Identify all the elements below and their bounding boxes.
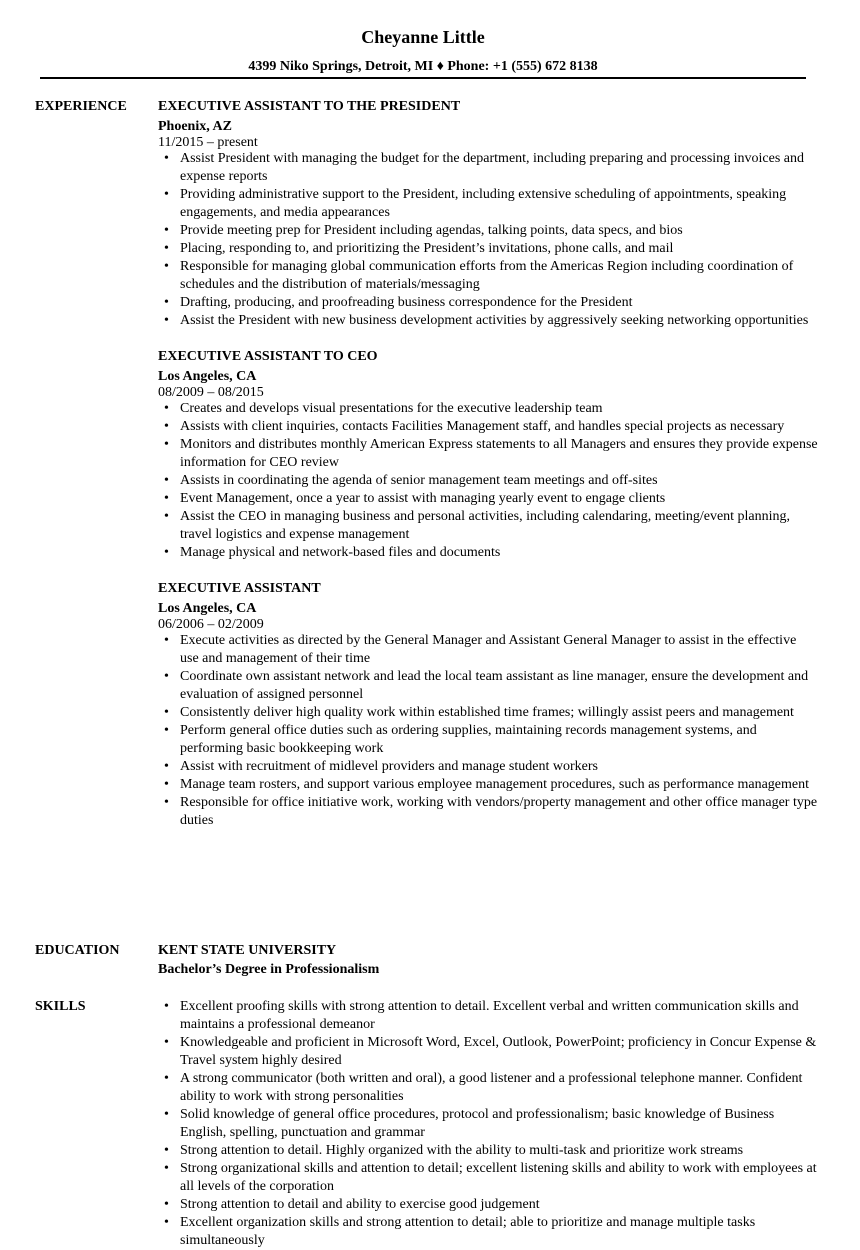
list-item: • Excellent proofing skills with strong attention to detail. Excellent verbal and written communication skills and maintains a professional demeanor [158,998,818,1034]
list-item: • Consistently deliver high quality work within established time frames; willingly assist peers and management [158,704,818,722]
job-location: Los Angeles, CA [158,601,257,616]
skills-bullets [158,998,818,1250]
contact-line: 4399 Niko Springs, Detroit, MI ♦ Phone: +1 (555) 672 8138 [248,59,598,74]
list-item: • Execute activities as directed by the General Manager and Assistant General Manager to assist in the effective use and management of their time [158,632,818,668]
job-dates: 11/2015 – present [158,135,258,150]
job-title: EXECUTIVE ASSISTANT TO CEO [158,349,378,364]
list-item: • Creates and develops visual presentations for the executive leadership team [158,400,818,418]
job-bullets [158,632,818,830]
list-item: • A strong communicator (both written and oral), a good listener and a professional telephone manner. Confident ability to work with strong personalities [158,1070,818,1106]
experience-body [158,98,818,848]
list-item: • Strong attention to detail and ability to exercise good judgement [158,1196,818,1214]
list-item: • Strong organizational skills and attention to detail; excellent listening skills and ability to work with employees at all levels of the corporation [158,1160,818,1196]
candidate-name: Cheyanne Little [361,27,485,47]
list-item: • Drafting, producing, and proofreading business correspondence for the President [158,294,818,312]
job-dates: 06/2006 – 02/2009 [158,617,264,632]
list-item: • Manage team rosters, and support various employee management procedures, such as performance management [158,776,818,794]
list-item: • Responsible for office initiative work, working with vendors/property management and other office manager type duties [158,794,818,830]
list-item: • Perform general office duties such as ordering supplies, maintaining records management systems, and performing basic bookkeeping work [158,722,818,758]
job-entry [158,98,818,330]
job-title: EXECUTIVE ASSISTANT TO THE PRESIDENT [158,99,461,114]
list-item: • Assists with client inquiries, contacts Facilities Management staff, and handles special projects as necessary [158,418,818,436]
list-item: • Provide meeting prep for President including agendas, talking points, data specs, and bios [158,222,818,240]
education-label: EDUCATION [35,943,120,958]
list-item: • Solid knowledge of general office procedures, protocol and professionalism; basic knowledge of Business English, spelling, punctuation and grammar [158,1106,818,1142]
education-body [158,942,818,980]
list-item: • Manage physical and network-based files and documents [158,544,818,562]
header-divider [40,77,806,79]
job-location: Phoenix, AZ [158,119,232,134]
list-item: • Assist with recruitment of midlevel providers and manage student workers [158,758,818,776]
list-item: • Excellent organization skills and strong attention to detail; able to prioritize and manage multiple tasks simultaneously [158,1214,818,1250]
list-item: • Strong attention to detail. Highly organized with the ability to multi-task and prioritize work streams [158,1142,818,1160]
list-item: • Providing administrative support to the President, including extensive scheduling of appointments, speaking engagements, and media appearances [158,186,818,222]
list-item: • Monitors and distributes monthly American Express statements to all Managers and ensures they provide expense information for CEO review [158,436,818,472]
job-entry [158,348,818,562]
list-item: • Coordinate own assistant network and lead the local team assistant as line manager, ensure the development and evaluation of assigned personnel [158,668,818,704]
job-dates: 08/2009 – 08/2015 [158,385,264,400]
list-item: • Assist the President with new business development activities by aggressively seeking networking opportunities [158,312,818,330]
job-location: Los Angeles, CA [158,369,257,384]
list-item: • Knowledgeable and proficient in Microsoft Word, Excel, Outlook, PowerPoint; proficiency in Concur Expense & Travel system highly desired [158,1034,818,1070]
skills-label: SKILLS [35,999,86,1014]
job-entry [158,580,818,830]
job-bullets [158,150,818,330]
school-name: KENT STATE UNIVERSITY [158,943,337,958]
degree-name: Bachelor’s Degree in Professionalism [158,962,380,977]
list-item: • Event Management, once a year to assist with managing yearly event to engage clients [158,490,818,508]
list-item: • Placing, responding to, and prioritizing the President’s invitations, phone calls, and mail [158,240,818,258]
job-bullets [158,400,818,562]
job-title: EXECUTIVE ASSISTANT [158,581,321,596]
experience-label: EXPERIENCE [35,99,127,114]
list-item: • Assist the CEO in managing business and personal activities, including calendaring, meeting/event planning, travel logistics and expense management [158,508,818,544]
skills-body [158,998,818,1250]
list-item: • Assist President with managing the budget for the department, including preparing and processing invoices and expense reports [158,150,818,186]
list-item: • Assists in coordinating the agenda of senior management team meetings and off-sites [158,472,818,490]
list-item: • Responsible for managing global communication efforts from the Americas Region including coordination of schedules and the distribution of materials/messaging [158,258,818,294]
